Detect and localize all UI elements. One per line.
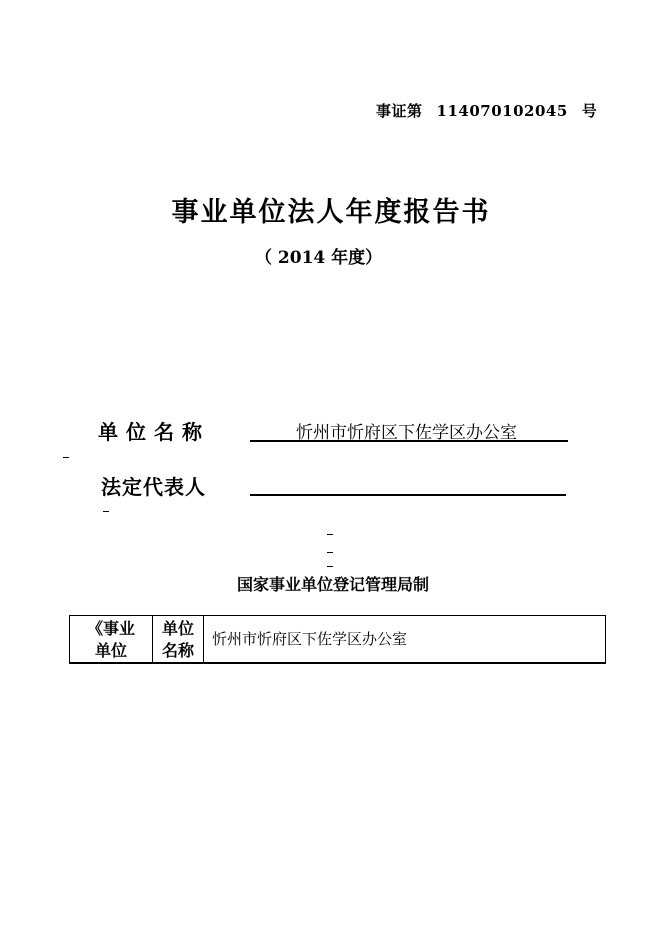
stray-mark	[63, 457, 69, 458]
legal-representative-underline	[250, 494, 566, 496]
unit-name-value: 忻州市忻府区下佐学区办公室	[296, 423, 517, 443]
stray-mark	[327, 552, 333, 553]
cert-prefix: 事证第	[376, 102, 423, 120]
table-cell-category	[70, 616, 153, 662]
unit-name-label: 单位名称	[98, 420, 210, 444]
table-cell-field-label-line1: 单位	[161, 619, 194, 638]
table-cell-field-label-line2: 名称	[161, 641, 194, 660]
report-title: 事业单位法人年度报告书	[171, 197, 491, 228]
stray-mark	[103, 511, 109, 512]
cert-suffix: 号	[581, 102, 598, 120]
cert-number: 114070102045	[436, 102, 568, 120]
report-year: （ 2014 年度）	[255, 248, 383, 268]
unit-name-underline	[250, 440, 568, 442]
table-cell-field-label	[153, 616, 204, 662]
legal-representative-label: 法定代表人	[101, 475, 206, 499]
table-cell-category-line2: 单位	[94, 641, 127, 660]
table-cell-category-line1: 《事业	[86, 619, 135, 638]
table-cell-unit-name	[204, 616, 605, 662]
table-cell-unit-name-value: 忻州市忻府区下佐学区办公室	[212, 630, 408, 648]
certificate-number-line	[376, 100, 597, 121]
unit-info-table	[69, 615, 606, 664]
issuing-authority: 国家事业单位登记管理局制	[236, 575, 429, 594]
stray-mark	[327, 534, 333, 535]
stray-mark	[327, 566, 333, 567]
